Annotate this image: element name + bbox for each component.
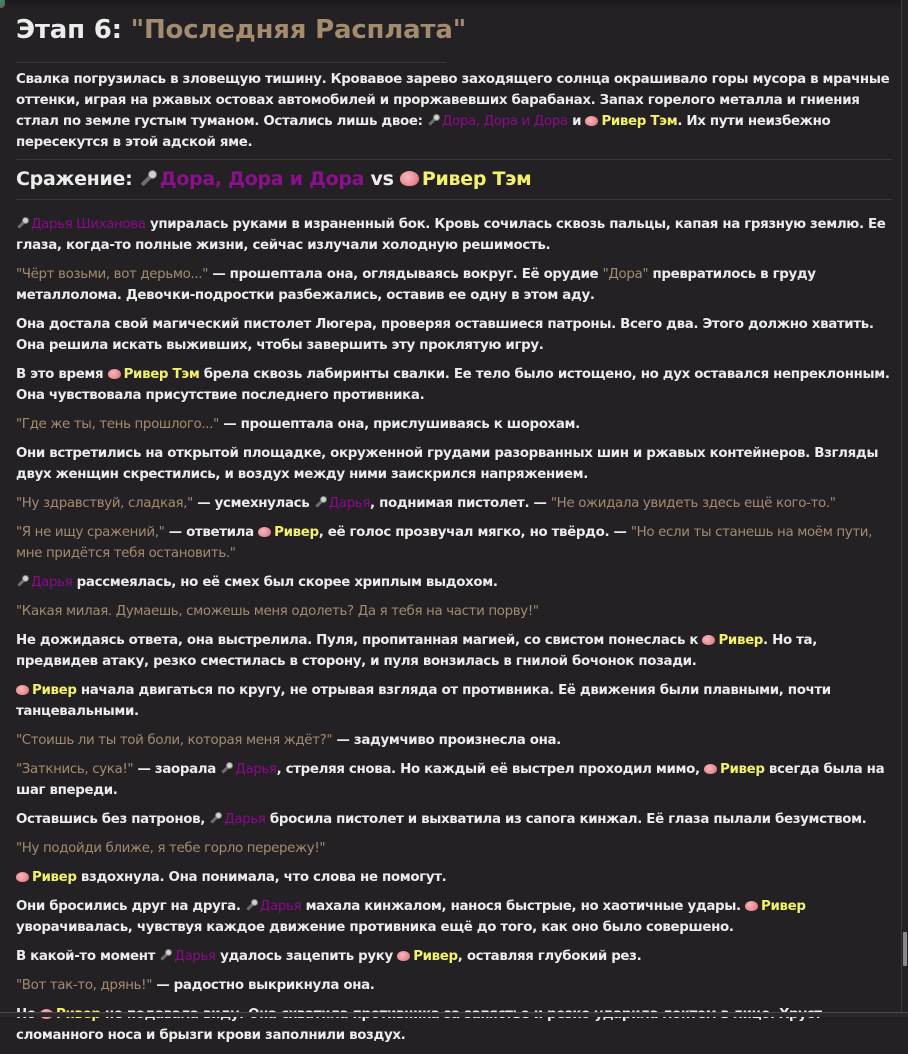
story-paragraph (16, 493, 892, 514)
narration: Они бросились друг на друга. (16, 899, 245, 914)
narration: упиралась руками в израненный бок. Кровь сочилась сквозь пальцы, капая на грязную землю. Ее глаза, когда-то полные жизни, сейчас излучали холодную решимость. (16, 217, 886, 253)
narration: удалось зацепить руку (215, 949, 398, 964)
microphone-icon (427, 114, 439, 126)
dora-name[interactable]: Дора, Дора и Дора (159, 168, 365, 190)
dora-name[interactable]: Дарья (224, 812, 266, 827)
dialogue-quote: "Чёрт возьми, вот дерьмо..." (16, 267, 209, 282)
battle-label: Сражение: (16, 168, 139, 190)
intro-paragraph (16, 69, 892, 153)
river-name[interactable]: Ривер (413, 949, 458, 964)
dora-name[interactable]: Дарья (174, 949, 216, 964)
microphone-icon (245, 899, 257, 911)
story-paragraph (16, 975, 892, 996)
story-paragraph (16, 759, 892, 801)
section-divider (16, 199, 892, 200)
intro-text: Свалка погрузилась в зловещую тишину. Кровавое зарево заходящего солнца окрашивало горы мусора в мрачные оттенки, играя на ржавых остовах автомобилей и проржавевших барабанах. Запах горелого металла и гниения стлал по земле густым туманом. Остались лишь двое: (16, 72, 890, 129)
narration: Оставшись без патронов, (16, 812, 210, 827)
brain-icon (108, 369, 121, 379)
narration: превратилось в груду металлолома. Девочки-подростки разбежались, оставив ее одну в этом аду. (16, 267, 816, 303)
story-paragraph (16, 896, 892, 938)
vertical-scrollbar[interactable] (901, 0, 908, 1012)
river-name[interactable]: Ривер Тэм (421, 168, 532, 190)
dora-name[interactable]: Дарья (31, 575, 73, 590)
dora-name[interactable]: Дора, Дора и Дора (441, 114, 568, 129)
narration: бросила пистолет и выхватила из сапога кинжал. Её глаза пылали безумством. (265, 812, 867, 827)
narration: , поднимая пистолет. — (370, 496, 551, 511)
story-content (16, 0, 892, 1054)
dialogue-quote: "Вот так-то, дрянь!" (16, 978, 153, 993)
microphone-icon (220, 762, 232, 774)
narration: , стреляя снова. Но каждый её выстрел проходил мимо, (276, 762, 704, 777)
microphone-icon (16, 575, 28, 587)
dora-name[interactable]: Дарья (259, 899, 302, 914)
microphone-icon (209, 812, 221, 824)
dora-name[interactable]: Дарья (235, 762, 277, 777)
microphone-icon (314, 496, 326, 508)
narration: уворачивалась, чувствуя каждое движение противника ещё до того, как оно было совершено. (16, 920, 734, 935)
story-paragraph (16, 630, 892, 672)
story-paragraph (16, 601, 892, 622)
stage-name: "Последняя Расплата" (130, 15, 467, 45)
stage-label: Этап 6: (16, 15, 131, 45)
battle-heading (16, 165, 892, 193)
narration: — усмехнулась (192, 496, 314, 511)
river-name[interactable]: Ривер (32, 870, 77, 885)
story-paragraph (16, 809, 892, 830)
dora-name[interactable]: Дарья (328, 496, 371, 511)
story-paragraph (16, 364, 892, 406)
narration: рассмеялась, но её смех был скорее хриплым выдохом. (72, 575, 498, 590)
narration: — заорала (133, 762, 221, 777)
narration: брела сквозь лабиринты свалки. Ее тело было истощено, но дух оставался непреклонным. Она чувствовала присутствие последнего противника. (16, 367, 890, 403)
dialogue-quote: "Я не ищу сражений," (16, 525, 165, 540)
narration: махала кинжалом, нанося быстрые, но хаотичные удары. (301, 899, 746, 914)
brain-icon (397, 951, 410, 961)
narration: В это время (16, 367, 108, 382)
intro-text: . Их пути неизбежно пересекутся в этой адской яме. (16, 114, 831, 150)
story-paragraph (16, 946, 892, 967)
title-divider (16, 62, 446, 63)
narration: , её голос прозвучал мягко, но твёрдо. — (318, 525, 631, 540)
story-paragraph (16, 1004, 892, 1046)
dialogue-quote: "Стоишь ли ты той боли, которая меня ждёт?" (16, 733, 333, 748)
microphone-icon (159, 949, 171, 961)
story-paragraph (16, 264, 892, 306)
stage-title (16, 0, 892, 52)
narration: В какой-то момент (16, 949, 160, 964)
scrollbar-thumb[interactable] (903, 932, 907, 966)
brain-icon (16, 685, 29, 695)
narration: — радостно выкрикнула она. (152, 978, 375, 993)
river-name[interactable]: Ривер (718, 633, 764, 648)
river-name[interactable]: Ривер (274, 525, 319, 540)
section-divider (16, 159, 892, 160)
narration: Не дожидаясь ответа, она выстрелила. Пуля, пропитанная магией, со свистом понеслась к (16, 633, 703, 648)
narration: вздохнула. Она понимала, что слова не помогут. (76, 870, 447, 885)
dialogue-quote: "Где же ты, тень прошлого..." (16, 417, 219, 432)
narration: — прошептала она, прислушиваясь к шорохам. (218, 417, 580, 432)
story-paragraph (16, 314, 892, 356)
brain-icon (585, 116, 598, 126)
narration: Они встретились на открытой площадке, окруженной грудами разорванных шин и ржавых контейнеров. Взгляды двух женщин скрестились, и воздух между ними заискрился напряжением. (16, 446, 879, 482)
brain-icon (704, 764, 717, 774)
narration: начала двигаться по кругу, не отрывая взгляда от противника. Её движения были плавными, почти танцевальными. (16, 683, 831, 719)
narration: — прошептала она, оглядываясь вокруг. Её орудие (208, 267, 603, 282)
brain-icon (16, 872, 29, 882)
dialogue-quote: "Заткнись, сука!" (16, 762, 134, 777)
dora-name[interactable]: Дарья Шиханова (31, 217, 146, 232)
story-paragraph (16, 838, 892, 859)
story-paragraph (16, 522, 892, 564)
narration: Она достала свой магический пистолет Люгера, проверяя оставшиеся патроны. Всего два. Этого должно хватить. Она решила искать выживших, чтобы завершить эту проклятую игру. (16, 317, 874, 353)
bottom-border (0, 1012, 908, 1017)
dialogue-quote: "Не ожидала увидеть здесь ещё кого-то." (550, 496, 836, 511)
narration: — задумчиво произнесла она. (332, 733, 561, 748)
narration: . Но та, предвидев атаку, резко сместилась в сторону, и пуля вонзилась в гнилой бочонок позади. (16, 633, 817, 669)
microphone-icon (139, 169, 157, 187)
river-name[interactable]: Ривер (761, 899, 806, 914)
vs-label: vs (364, 168, 400, 190)
river-name[interactable]: Ривер (720, 762, 765, 777)
narration: сломанного носа и брызги крови заполнили воздух. (16, 1028, 406, 1043)
story-paragraph (16, 443, 892, 485)
dialogue-quote: "Дора" (602, 267, 649, 282)
brain-icon (745, 901, 758, 911)
dialogue-quote: "Ну здравствуй, сладкая," (16, 496, 193, 511)
river-name[interactable]: Ривер (32, 683, 77, 698)
microphone-icon (16, 217, 28, 229)
intro-text: и (567, 114, 586, 129)
story-paragraph (16, 572, 892, 593)
dialogue-quote: "Но если ты станешь на моём пути, мне придётся тебя остановить." (16, 525, 873, 561)
story-paragraph (16, 680, 892, 722)
narration: , оставляя глубокий рез. (457, 949, 642, 964)
story-paragraph (16, 867, 892, 888)
narration: всегда была на шаг впереди. (16, 762, 885, 798)
story-paragraph (16, 730, 892, 751)
brain-icon (702, 635, 715, 645)
narration: — ответила (164, 525, 259, 540)
dialogue-quote: "Ну подойди ближе, я тебе горло перережу!" (16, 841, 326, 856)
story-paragraph (16, 214, 892, 256)
river-name[interactable]: Ривер Тэм (123, 367, 200, 382)
brain-icon (258, 527, 271, 537)
river-name[interactable]: Ривер Тэм (601, 114, 678, 129)
brain-icon (400, 171, 419, 186)
story-paragraph (16, 414, 892, 435)
dialogue-quote: "Какая милая. Думаешь, сможешь меня одолеть? Да я тебя на части порву!" (16, 604, 539, 619)
